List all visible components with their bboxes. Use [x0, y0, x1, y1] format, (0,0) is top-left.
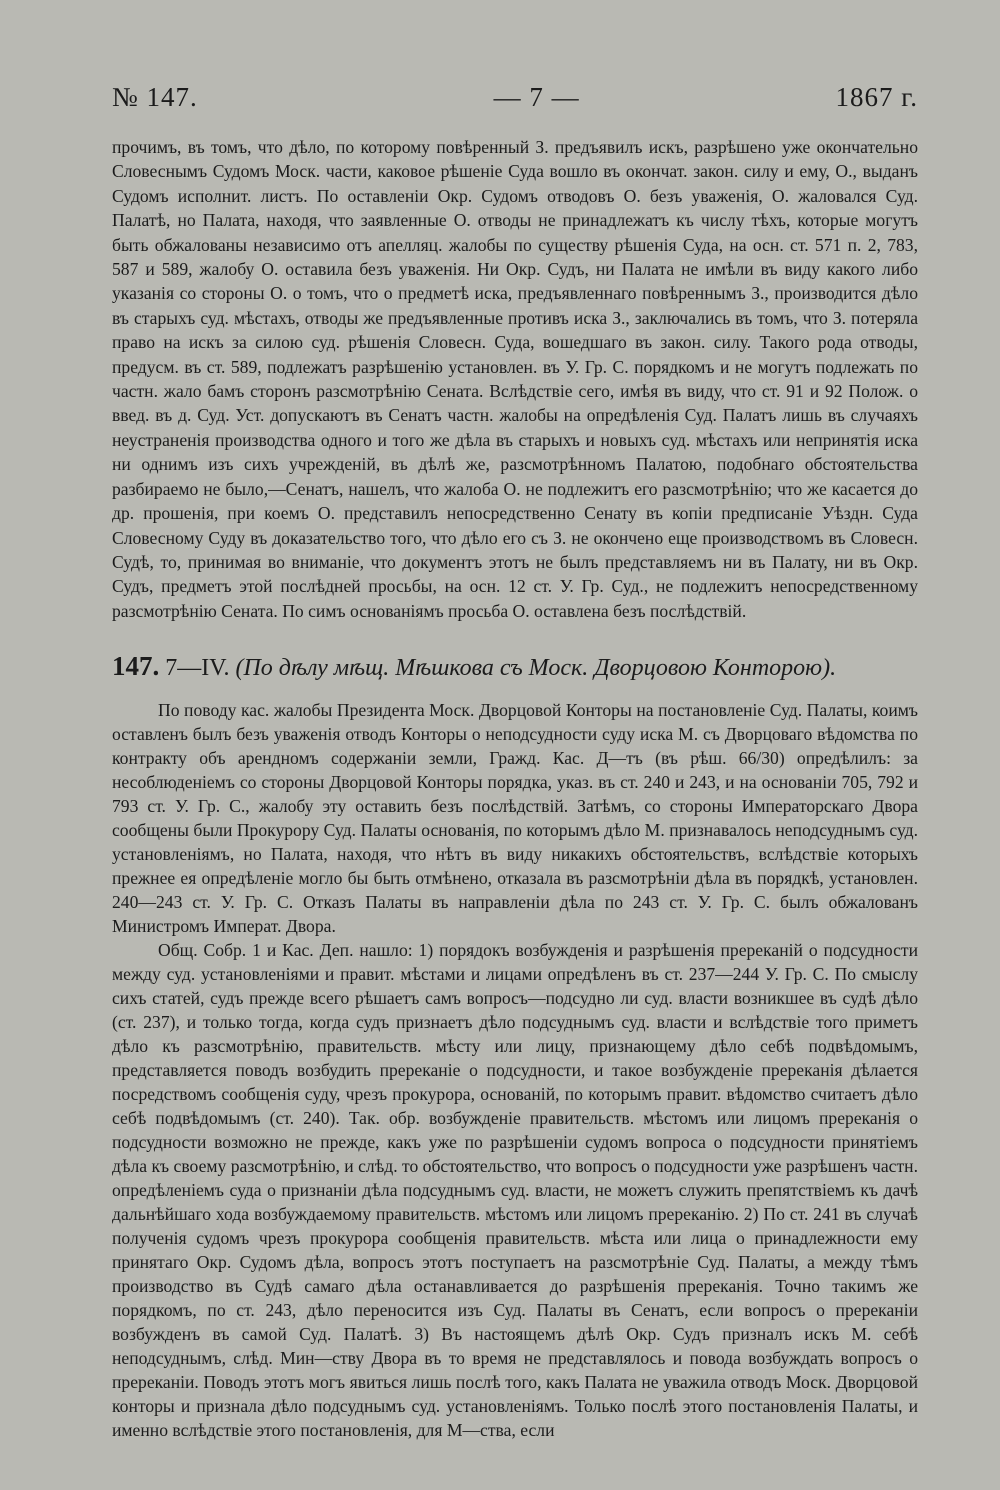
section-title: (По дѣлу мѣщ. Мѣшкова съ Моск. Дворцовою Конторою).	[235, 655, 837, 682]
page-header	[112, 82, 918, 113]
section-date: 7—IV.	[165, 655, 230, 682]
continuation-paragraph: прочимъ, въ томъ, что дѣло, по которому повѣренный З. предъявилъ искъ, разрѣшено уже окончательно Словеснымъ Судомъ Моск. части, каковое рѣшеніе Суда вошло въ окончат. закон. силу и ему, О., выданъ Судомъ исполнит. листъ. По оставленіи Окр. Судомъ отводовъ О. безъ уваженія, О. жаловался Суд. Палатѣ, но Палата, находя, что заявленные О. отводы не принадлежатъ къ числу тѣхъ, которые могутъ быть обжалованы независимо отъ апелляц. жалобы по существу рѣшенія Суда, на осн. ст. 571 п. 2, 783, 587 и 589, жалобу О. оставила безъ уваженія. Ни Окр. Судъ, ни Палата не имѣли въ виду какого либо указанія со стороны О. о томъ, что о предметѣ иска, предъявленнаго повѣреннымъ З., производится дѣло въ старыхъ суд. мѣстахъ, отводы же предъявленные противъ иска З., заключались въ томъ, что З. потеряла право на искъ за силою суд. рѣшенія Словесн. Суда, вошедшаго въ закон. силу. Такого рода отводы, предусм. въ ст. 589, подлежатъ разрѣшенію установлен. въ У. Гр. С. порядкомъ и не могутъ подлежать по частн. жало бамъ сторонъ разсмотрѣнію Сената. Вслѣдствіе сего, имѣя въ виду, что ст. 91 и 92 Полож. о введ. въ д. Суд. Уст. допускаютъ въ Сенатъ частн. жалобы на опредѣленія Суд. Палатъ лишь въ случаяхъ неустраненія производства одного и того же дѣла въ старыхъ и новыхъ суд. мѣстахъ или непринятія иска ни однимъ изъ сихъ учрежденій, въ дѣлѣ же, разсмотрѣнномъ Палатою, подобнаго обстоятельства разбираемо не было,—Сенатъ, нашелъ, что жалоба О. не подлежитъ его разсмотрѣнію; что же касается до др. прошенія, при коемъ О. представилъ непосредственно Сенату въ копіи предписаніе Уѣздн. Суда Словесному Суду въ доказательство того, что дѣло его съ З. не окончено еще производствомъ въ Словесн. Судѣ, то, принимая во вниманіе, что документъ этотъ не былъ представляемъ ни въ Палату, ни въ Окр. Судъ, предметъ этой послѣдней просьбы, на осн. 12 ст. У. Гр. Суд., не подлежитъ непосредственному разсмотрѣнію Сената. По симъ основаніямъ просьба О. оставлена безъ послѣдствій.	[112, 137, 918, 621]
issue-number: № 147.	[112, 82, 198, 112]
body-paragraph: По поводу кас. жалобы Президента Моск. Дворцовой Конторы на постановленіе Суд. Палаты, коимъ оставленъ былъ безъ уваженія отводъ Конторы о неподсудности суду иска М. съ Дворцоваго вѣдомства по контракту объ арендномъ содержаніи земли, Гражд. Кас. Д—тъ (въ рѣш. 66/30) опредѣлилъ: за несоблюденіемъ со стороны Дворцовой Конторы порядка, указ. въ ст. 240 и 243, и на основаніи 705, 792 и 793 ст. У. Гр. С., жалобу эту оставить безъ послѣдствій. Затѣмъ, со стороны Императорскаго Двора сообщены были Прокурору Суд. Палаты основанія, по которымъ дѣло М. признавалось неподсуднымъ суд. установленіямъ, но Палата, находя, что нѣтъ въ виду никакихъ обстоятельствъ, вслѣдствіе которыхъ прежнее ея опредѣленіе могло бы быть отмѣнено, отказала въ разсмотрѣніи дѣла въ порядкѣ, установлен. 240—243 ст. У. Гр. С. Отказъ Палаты въ направленіи дѣла по 243 ст. У. Гр. С. былъ обжалованъ Министромъ Императ. Двора.	[112, 700, 918, 937]
section-body	[112, 698, 918, 1442]
page-number: — 7 —	[493, 82, 580, 112]
year: 1867 г.	[835, 82, 918, 112]
section-number: 147.	[112, 651, 160, 682]
section-heading	[112, 651, 918, 684]
body-paragraph: Общ. Собр. 1 и Кас. Деп. нашло: 1) порядокъ возбужденія и разрѣшенія пререканій о подсудности между суд. установленіями и правит. мѣстами и лицами опредѣленъ въ ст. 237—244 У. Гр. С. По смыслу сихъ статей, судъ прежде всего рѣшаетъ самъ вопросъ—подсудно ли суд. власти возникшее въ судѣ дѣло (ст. 237), и только тогда, когда судъ признаетъ дѣло подсуднымъ суд. власти и вслѣдствіе того приметъ дѣло къ разсмотрѣнію, правительств. мѣсту или лицу, признающему дѣло себѣ подвѣдомымъ, представляется поводъ возбудить пререканіе о подсудности, и такое возбужденіе пререканія дѣлается посредствомъ сообщенія суду, чрезъ прокурора, основаній, по которымъ правит. вѣдомство считаетъ дѣло себѣ подвѣдомымъ (ст. 240). Так. обр. возбужденіе правительств. мѣстомъ или лицомъ пререканія о подсудности возможно не прежде, какъ уже по разрѣшеніи судомъ вопроса о подсудности принятіемъ дѣла къ своему разсмотрѣнію, и слѣд. то обстоятельство, что вопросъ о подсудности уже разрѣшенъ частн. опредѣленіемъ суда о признаніи дѣла подсуднымъ суд. власти, не можетъ служить препятствіемъ къ дачѣ дальнѣйшаго хода возбуждаемому правительств. мѣстомъ или лицомъ пререканію. 2) По ст. 241 въ случаѣ полученія судомъ чрезъ прокурора сообщенія правительств. мѣста или лица о принадлежности ему принятаго Окр. Судомъ дѣла, вопросъ этотъ поступаетъ на разсмотрѣніе Суд. Палаты, а между тѣмъ производство въ Судѣ самаго дѣла останавливается до разрѣшенія пререканія. Точно такимъ же порядкомъ, по ст. 243, дѣло переносится изъ Суд. Палаты въ Сенатъ, если вопросъ о пререканіи возбужденъ въ самой Суд. Палатѣ. 3) Въ настоящемъ дѣлѣ Окр. Судъ призналъ искъ М. себѣ неподсуднымъ, слѣд. Мин—ству Двора въ то время не представлялось и повода возбуждать вопросъ о пререканіи. Поводъ этотъ могъ явиться лишь послѣ того, какъ Палата не уважила отводъ Моск. Дворцовой конторы и признала дѣло подсуднымъ суд. установленіямъ. Только послѣ этого постановленія Палаты, и именно вслѣдствіе этого постановленія, для М—ства, если	[112, 940, 918, 1441]
